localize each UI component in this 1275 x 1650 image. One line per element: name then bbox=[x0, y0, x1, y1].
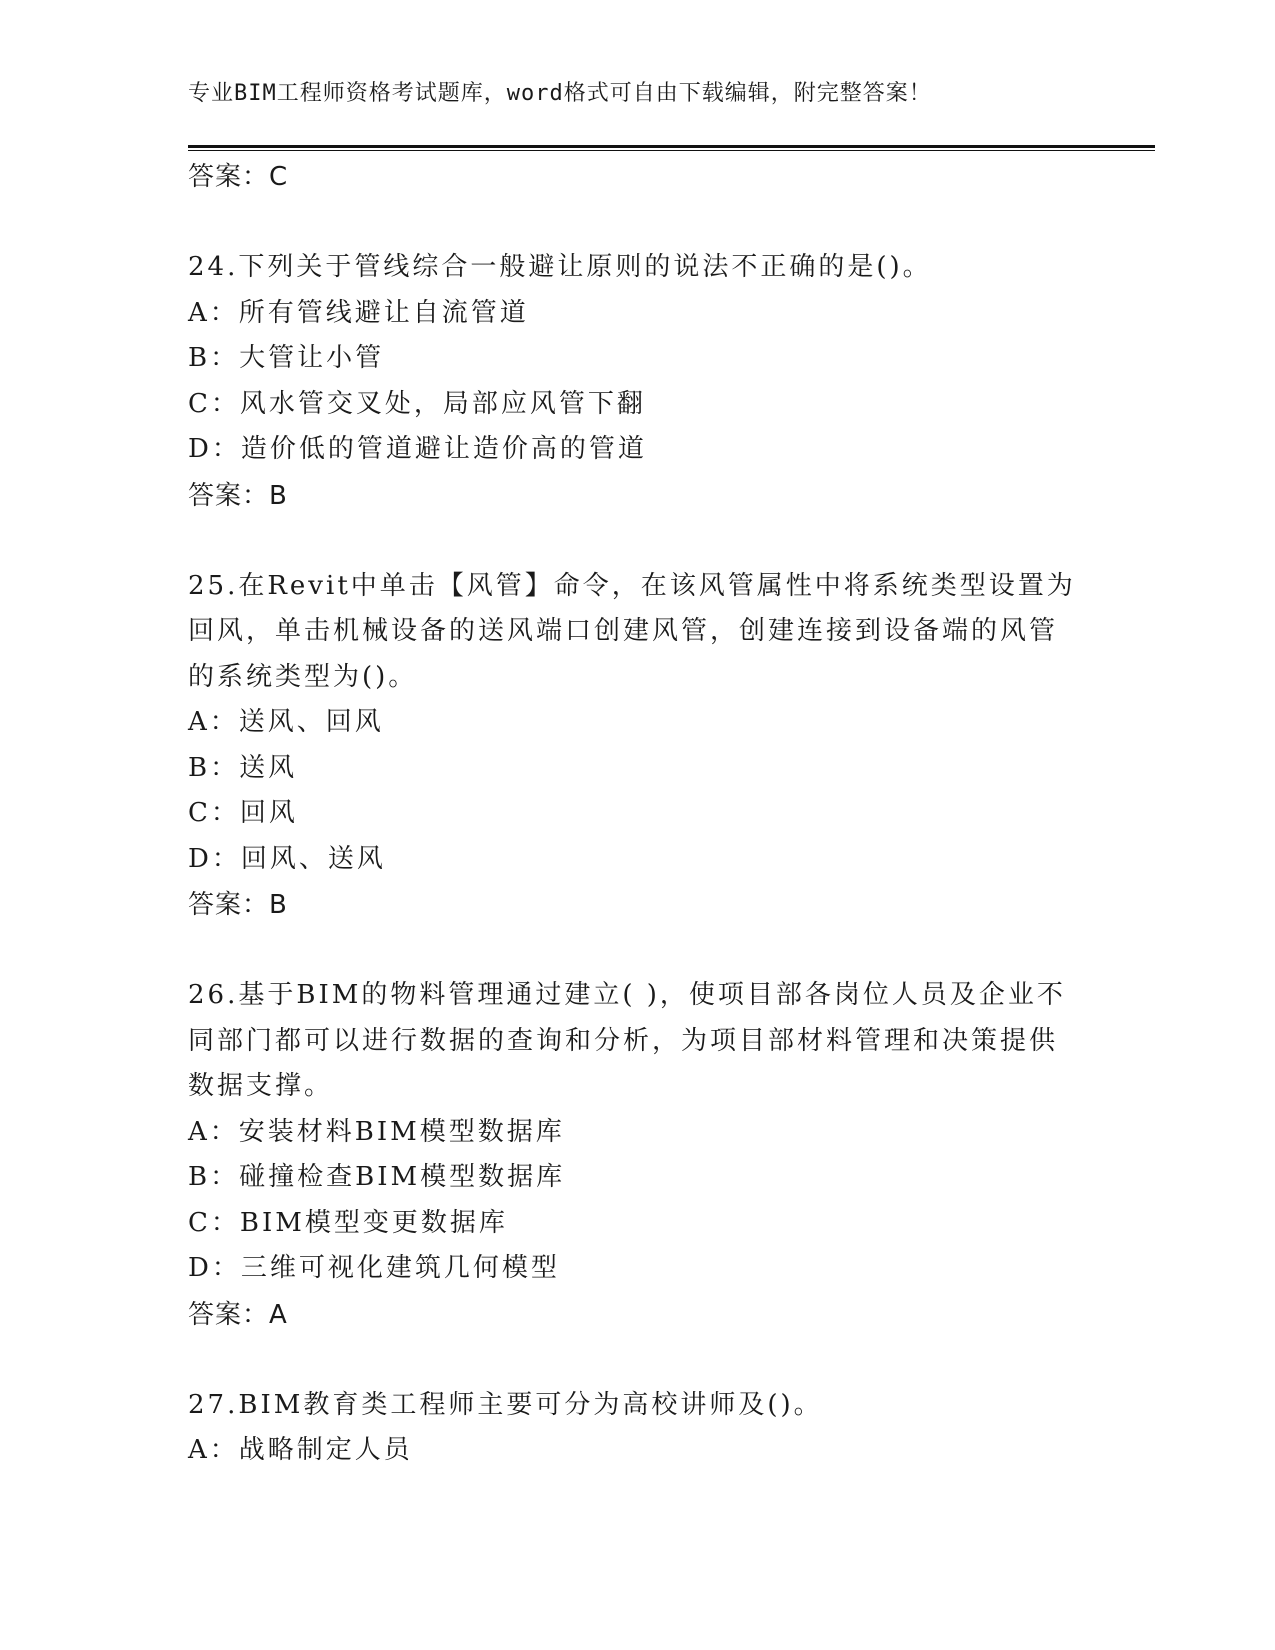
question-text: 24.下列关于管线综合一般避让原则的说法不正确的是()。 bbox=[188, 252, 932, 282]
question-25 bbox=[188, 564, 1088, 701]
question-text: 27.BIM教育类工程师主要可分为高校讲师及()。 bbox=[188, 1389, 823, 1420]
question-24 bbox=[188, 245, 1088, 291]
option-a: A：战略制定人员 bbox=[188, 1435, 413, 1465]
option-c: C：风水管交叉处，局部应风管下翻 bbox=[188, 388, 646, 419]
question-list bbox=[188, 154, 1088, 1474]
answer-line: 答案：C bbox=[188, 162, 289, 192]
option-d: D：回风、送风 bbox=[188, 843, 386, 874]
question-text: 26.基于BIM的物料管理通过建立( )，使项目部各岗位人员及企业不 bbox=[188, 980, 1066, 1010]
option-a: A：安装材料BIM模型数据库 bbox=[188, 1116, 565, 1147]
answer-line: 答案：B bbox=[188, 480, 288, 511]
question-26 bbox=[188, 973, 1088, 1110]
option-b: B：送风 bbox=[188, 752, 298, 783]
option-a: A：所有管线避让自流管道 bbox=[188, 297, 529, 328]
header-divider bbox=[188, 145, 1155, 151]
option-a: A：送风、回风 bbox=[188, 707, 384, 737]
option-d: D：造价低的管道避让造价高的管道 bbox=[188, 434, 647, 464]
option-c: C：回风 bbox=[188, 798, 298, 828]
option-c: C：BIM模型变更数据库 bbox=[188, 1207, 508, 1238]
option-d: D：三维可视化建筑几何模型 bbox=[188, 1253, 560, 1283]
question-27 bbox=[188, 1383, 1088, 1429]
question-text: 同部门都可以进行数据的查询和分析，为项目部材料管理和决策提供 bbox=[188, 1025, 1059, 1056]
answer-line: 答案：B bbox=[188, 890, 288, 920]
question-text: 的系统类型为()。 bbox=[188, 661, 418, 692]
question-text: 数据支撑。 bbox=[188, 1071, 334, 1101]
option-b: B：大管让小管 bbox=[188, 343, 385, 373]
question-text: 回风，单击机械设备的送风端口创建风管，创建连接到设备端的风管 bbox=[188, 616, 1059, 646]
page-header: 专业BIM工程师资格考试题库，word格式可自由下载编辑，附完整答案！ bbox=[188, 81, 932, 106]
question-text: 25.在Revit中单击【风管】命令，在该风管属性中将系统类型设置为 bbox=[188, 570, 1076, 601]
option-b: B：碰撞检查BIM模型数据库 bbox=[188, 1162, 566, 1192]
answer-line: 答案：A bbox=[188, 1299, 288, 1330]
